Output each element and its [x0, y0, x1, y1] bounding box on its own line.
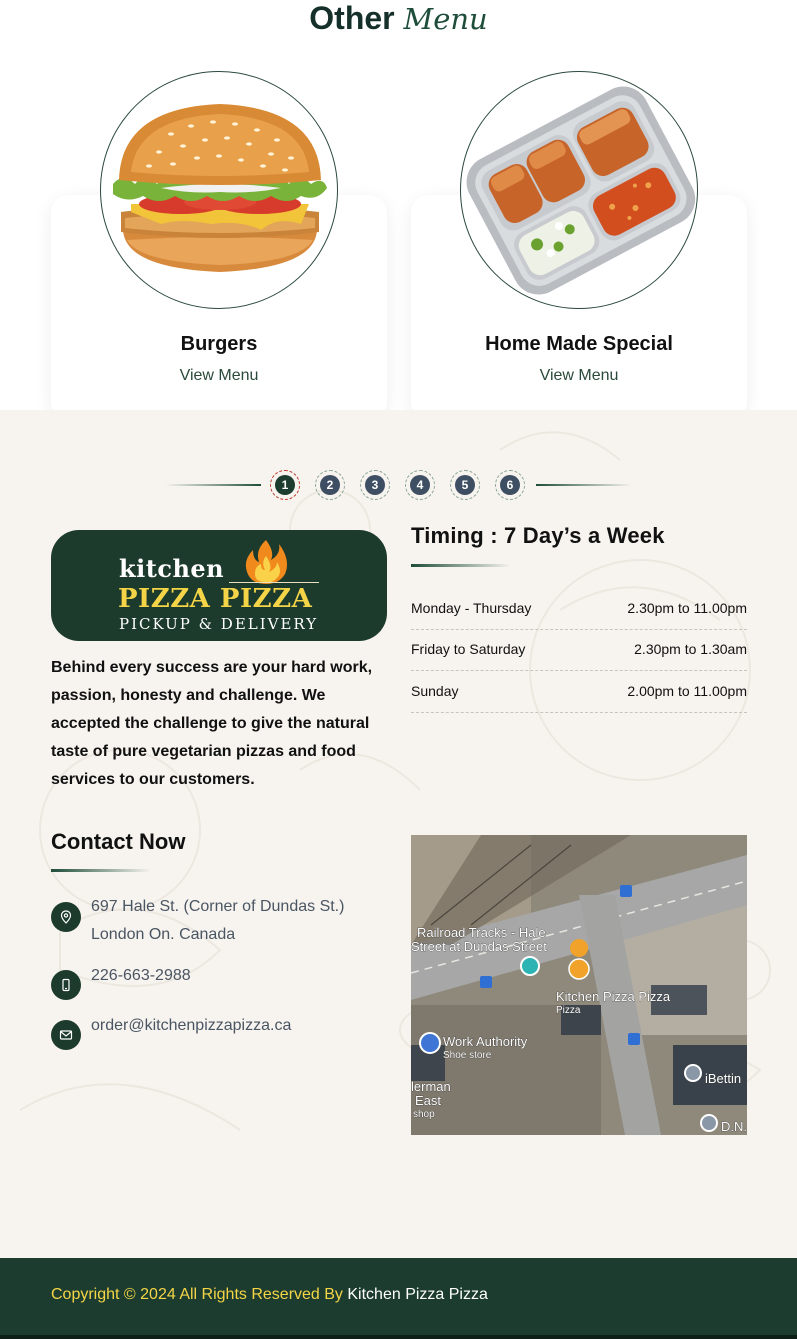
- copyright-text: Copyright © 2024 All Rights Reserved By Kitchen Pizza Pizza: [51, 1286, 488, 1303]
- brand-logo[interactable]: [51, 530, 387, 641]
- carousel-peek-left: [0, 195, 30, 420]
- contact-address: 697 Hale St. (Corner of Dundas St.) London On. Canada: [91, 898, 345, 943]
- section-title-accent: Menu: [403, 2, 488, 36]
- site-footer: [0, 1258, 797, 1339]
- map-label-restaurant: Kitchen Pizza Pizza: [556, 989, 671, 1004]
- about-text: Behind every success are your hard work, passion, honesty and challenge. We accepted the challenge to give the natural taste of pure vegetarian pizzas and food services to our customers.: [51, 659, 373, 788]
- map-label-rail: Railroad Tracks - Hale: [417, 925, 546, 940]
- map-label-work-sub: Shoe store: [443, 1050, 492, 1061]
- map-label-dn: D.N.: [721, 1119, 747, 1134]
- timing-hours: 2.00pm to 11.00pm: [627, 683, 747, 699]
- contact-phone[interactable]: 226-663-2988: [91, 967, 191, 984]
- timing-day: Sunday: [411, 683, 459, 699]
- menu-card-title: Burgers: [180, 333, 258, 355]
- contact-title: Contact Now: [51, 829, 186, 854]
- pager-line-left: [165, 484, 261, 486]
- pager-line-right: [536, 484, 632, 486]
- map-label-rail-2: Street at Dundas Street: [411, 939, 547, 954]
- location-map[interactable]: [411, 835, 747, 1135]
- timing-underline: [411, 564, 511, 567]
- page-dot-4[interactable]: 4: [405, 470, 435, 500]
- timing-row: [411, 629, 747, 671]
- location-pin-icon: [51, 902, 81, 932]
- timing-row: [411, 671, 747, 713]
- contact-underline: [51, 869, 151, 872]
- page-dot-5[interactable]: 5: [450, 470, 480, 500]
- phone-icon: [51, 970, 81, 1000]
- timing-title: Timing : 7 Day’s a Week: [411, 523, 665, 548]
- burger-image[interactable]: [100, 71, 338, 309]
- map-label-work: Work Authority: [443, 1034, 528, 1049]
- timing-hours: 2.30pm to 11.00pm: [627, 600, 747, 616]
- flame-icon: [241, 538, 291, 584]
- page-dot-1[interactable]: 1: [270, 470, 300, 500]
- map-label-left-1: lerman: [411, 1079, 451, 1094]
- map-label-restaurant-sub: Pizza: [556, 1005, 581, 1016]
- page-dot-2[interactable]: 2: [315, 470, 345, 500]
- contact-email[interactable]: order@kitchenpizzapizza.ca: [91, 1017, 292, 1034]
- carousel-peek-right: [770, 195, 797, 420]
- map-label-ibet: iBettin: [705, 1071, 742, 1086]
- page-dot-3[interactable]: 3: [360, 470, 390, 500]
- page-dot-6[interactable]: 6: [495, 470, 525, 500]
- timing-day: Friday to Saturday: [411, 641, 526, 657]
- carousel-pagination: [0, 470, 797, 500]
- timing-day: Monday - Thursday: [411, 600, 532, 616]
- view-menu-link[interactable]: View Menu: [179, 367, 259, 384]
- map-label-left-2: East: [415, 1093, 442, 1108]
- logo-pickup-text: PICKUP & DELIVERY: [119, 615, 319, 633]
- view-menu-link[interactable]: View Menu: [539, 367, 619, 384]
- other-menu-section: [0, 0, 797, 410]
- thali-image[interactable]: [460, 71, 698, 309]
- section-title: [0, 0, 797, 37]
- logo-rule: [229, 582, 319, 583]
- timing-hours: 2.30pm to 1.30am: [634, 641, 747, 657]
- logo-pizza-text: PIZZA PIZZA: [118, 584, 313, 614]
- envelope-icon: [51, 1020, 81, 1050]
- timing-row: [411, 588, 747, 630]
- map-label-left-3: shop: [413, 1109, 435, 1120]
- footer-brand-link[interactable]: Kitchen Pizza Pizza: [347, 1286, 488, 1303]
- logo-kitchen-text: kitchen: [119, 554, 225, 583]
- section-title-plain: Other: [309, 0, 395, 36]
- menu-card-title: Home Made Special: [485, 333, 673, 355]
